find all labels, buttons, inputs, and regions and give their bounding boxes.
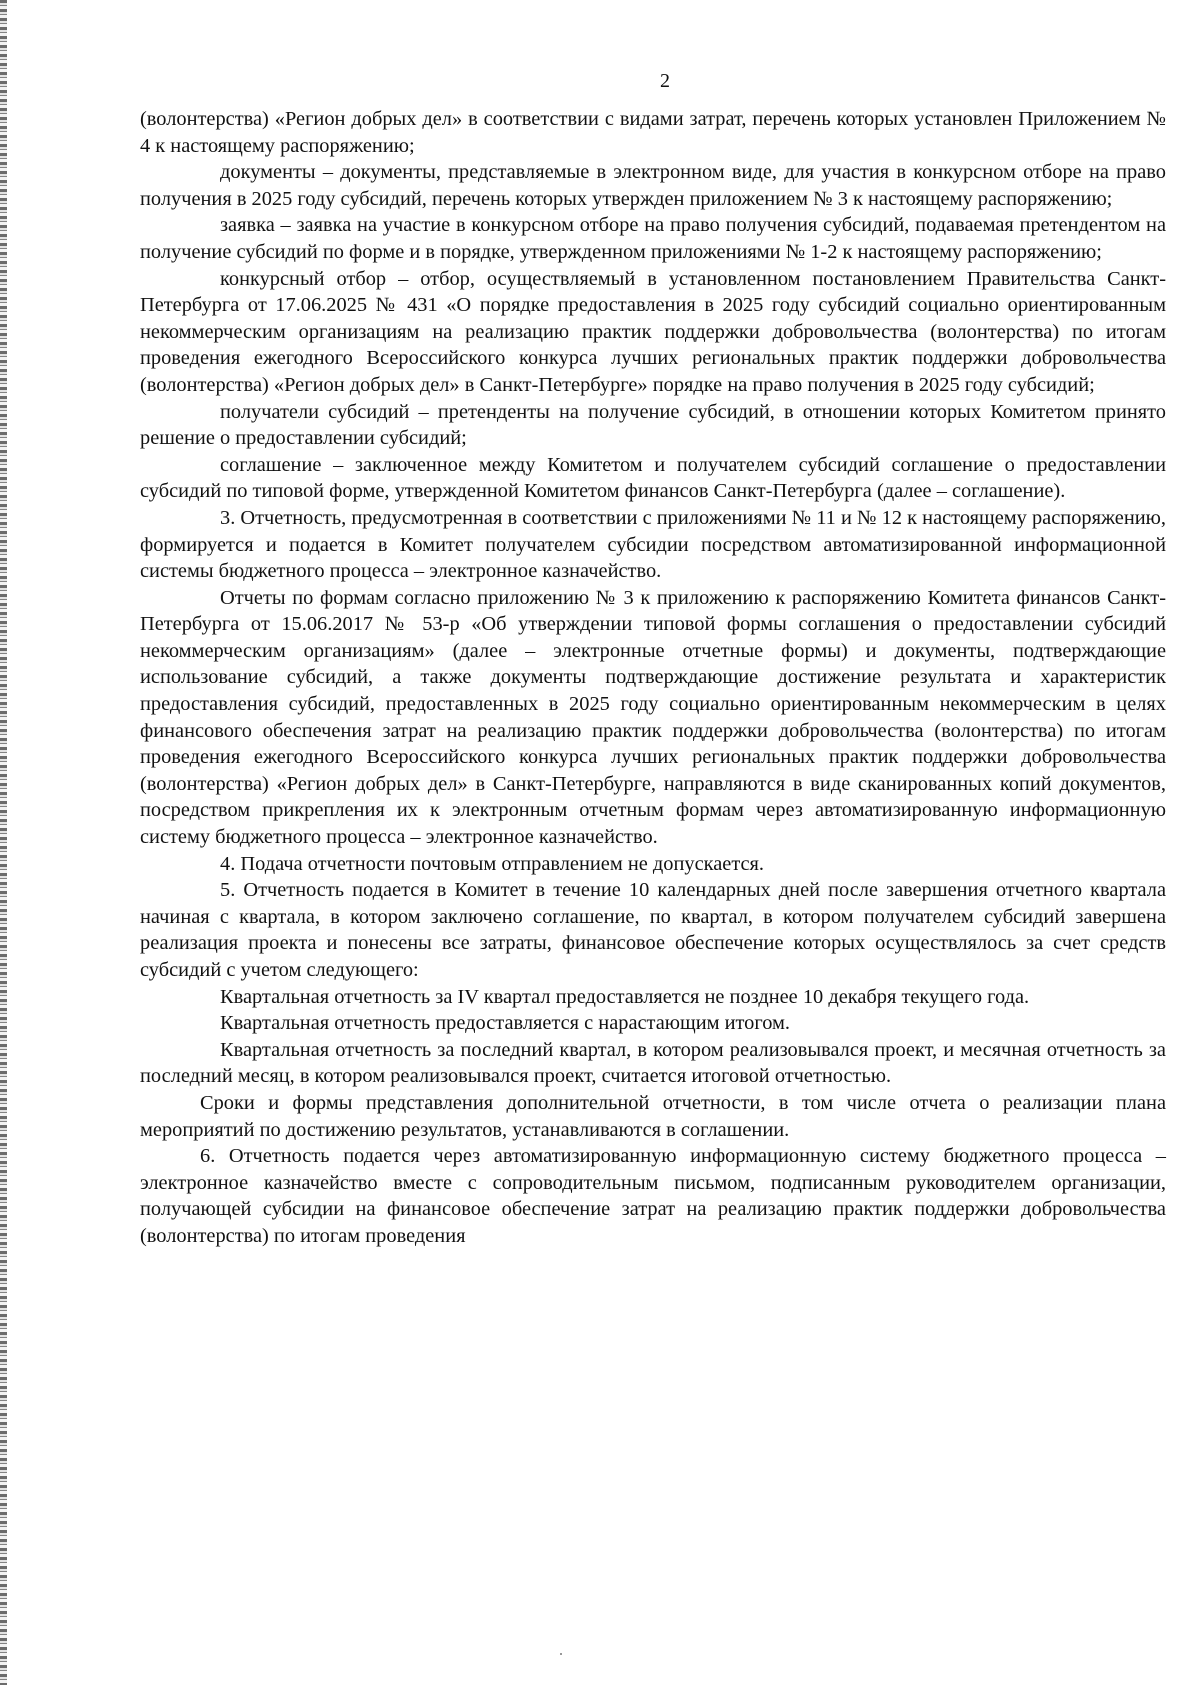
paragraph-quarter-iv: Квартальная отчетность за IV квартал предоставляется не позднее 10 декабря текущего года. <box>220 985 1030 1008</box>
scan-speck <box>560 1653 562 1655</box>
paragraph-reports: Отчеты по формам согласно приложению № 3 к приложению к распоряжению Комитета финансов Санкт-Петербурга от 15.06.2017 № 53-р «Об утверждении типовой формы соглашения о предоставлении субсидий некоммерческим организациям» (далее – электронные отчетные формы) и документы, подтверждающие использование субсидий, а также документы подтверждающие достижение результата и характеристик предоставления субсидий, предоставленных в 2025 году социально ориентированным некоммерческим в целях финансового обеспечения затрат на реализацию практик поддержки добровольчества (волонтерства) по итогам проведения ежегодного Всероссийского конкурса лучших региональных практик поддержки добровольчества (волонтерства) «Регион добрых дел» в Санкт-Петербурге, направляются в виде сканированных копий документов, посредством прикрепления их к электронным отчетным формам через автоматизированную информационную систему бюджетного процесса – электронное казначейство. <box>140 586 1166 849</box>
paragraph-cumulative: Квартальная отчетность предоставляется с нарастающим итогом. <box>220 1012 791 1035</box>
document-body <box>140 106 1166 1250</box>
paragraph-item-5: 5. Отчетность подается в Комитет в течение 10 календарных дней после завершения отчетного квартала начиная с квартала, в котором заключено соглашение, по квартал, в котором получателем субсидий завершена реализация проекта и понесены все затраты, финансовое обеспечение которых осуществлялось за счет средств субсидий с учетом следующего: <box>140 879 1166 981</box>
paragraph-definition-recipients: получатели субсидий – претенденты на получение субсидий, в отношении которых Комитетом принято решение о предоставлении субсидий; <box>140 400 1166 450</box>
paragraph-item-6: 6. Отчетность подается через автоматизированную информационную систему бюджетного процесса – электронное казначейство вместе с сопроводительным письмом, подписанным руководителем организации, получающей субсидии на финансовое обеспечение затрат на реализацию практик поддержки добровольчества (волонтерства) по итогам проведения <box>140 1145 1166 1247</box>
paragraph-definition-competitive-selection: конкурсный отбор – отбор, осуществляемый в установленном постановлением Правительства Санкт-Петербурга от 17.06.2025 № 431 «О порядке предоставления в 2025 году субсидий социально ориентированным некоммерческим организациям на реализацию практик поддержки добровольчества (волонтерства) по итогам проведения ежегодного Всероссийского конкурса лучших региональных практик поддержки добровольчества (волонтерства) «Регион добрых дел» в Санкт-Петербурге» порядке на право получения в 2025 году субсидий; <box>140 267 1166 396</box>
paragraph-definition-agreement: соглашение – заключенное между Комитетом и получателем субсидий соглашение о предоставлении субсидий по типовой форме, утвержденной Комитетом финансов Санкт-Петербурга (далее – соглашение). <box>140 453 1166 503</box>
paragraph-item-4: 4. Подача отчетности почтовым отправлением не допускается. <box>220 852 765 875</box>
paragraph-definition-application: заявка – заявка на участие в конкурсном отборе на право получения субсидий, подаваемая претендентом на получение субсидий по форме и в порядке, утвержденном приложениями № 1-2 к настоящему распоряжению; <box>140 214 1166 263</box>
paragraph-continuation: (волонтерства) «Регион добрых дел» в соответствии с видами затрат, перечень которых установлен Приложением № 4 к настоящему распоряжению; <box>140 108 1166 157</box>
paragraph-additional-reporting: Сроки и формы представления дополнительной отчетности, в том числе отчета о реализации плана мероприятий по достижению результатов, устанавливаются в соглашении. <box>140 1091 1166 1141</box>
paragraph-item-3: 3. Отчетность, предусмотренная в соответствии с приложениями № 11 и № 12 к настоящему распоряжению, формируется и подается в Комитет получателем субсидии посредством автоматизированной информационной системы бюджетного процесса – электронное казначейство. <box>140 506 1166 583</box>
paragraph-final-reporting: Квартальная отчетность за последний квартал, в котором реализовывался проект, и месячная отчетность за последний месяц, в котором реализовывался проект, считается итоговой отчетностью. <box>140 1038 1166 1088</box>
scan-edge <box>0 0 7 1685</box>
page-number: 2 <box>660 70 670 92</box>
paragraph-definition-documents: документы – документы, представляемые в электронном виде, для участия в конкурсном отборе на право получения в 2025 году субсидий, перечень которых утвержден приложением № 3 к настоящему распоряжению; <box>140 161 1166 210</box>
